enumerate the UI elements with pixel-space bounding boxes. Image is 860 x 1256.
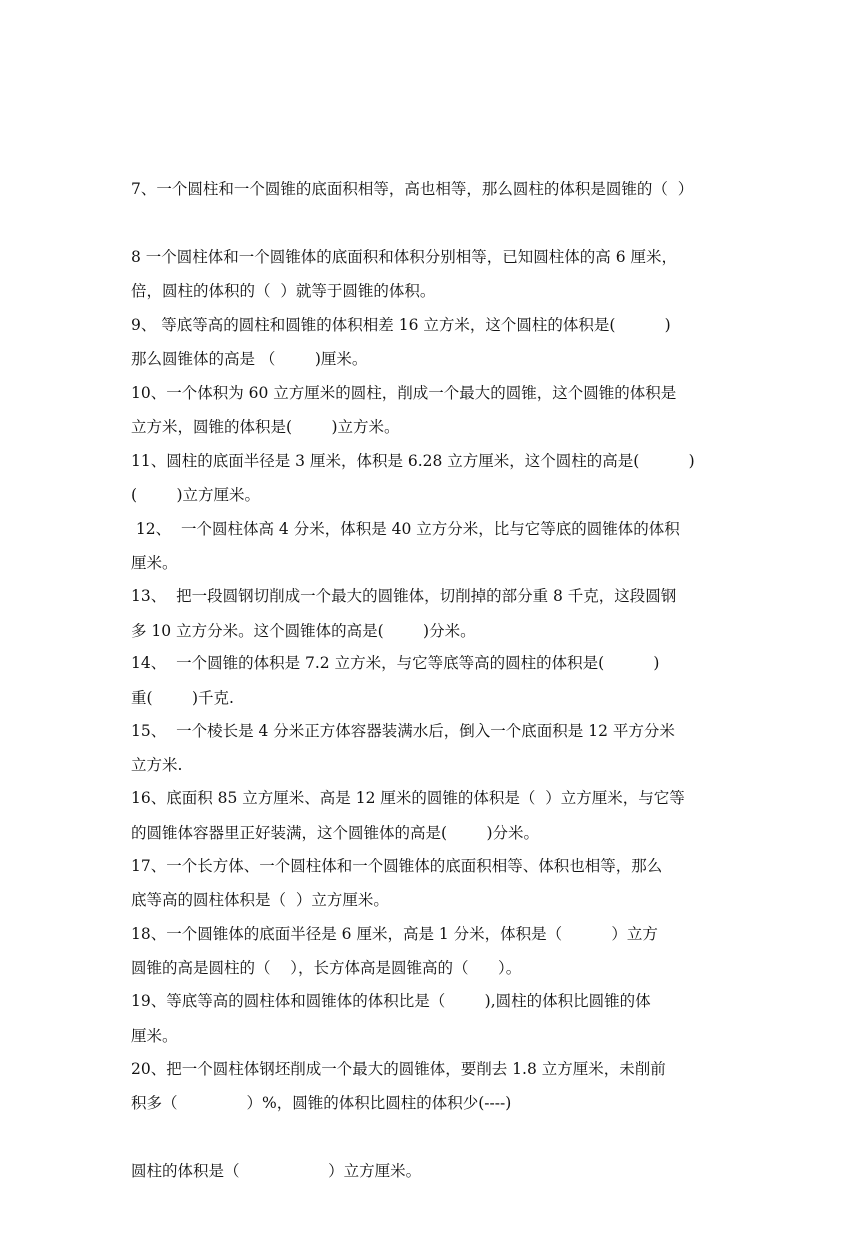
question-13-line-1: 13、 把一段圆钢切削成一个最大的圆锥体，切削掉的部分重 8 千克，这段圆钢	[131, 587, 677, 605]
question-11-line-1: 11、圆柱的底面半径是 3 厘米，体积是 6.28 立方厘米，这个圆柱的高是( )	[131, 452, 695, 470]
question-13-line-2: 重( )千克.	[131, 689, 234, 707]
question-10-line-2: ( )立方厘米。	[131, 486, 261, 504]
question-19-line-2: 积多（ ）%，圆锥的体积比圆柱的体积少(----)	[131, 1094, 512, 1112]
question-15-line-2: 的圆锥体容器里正好装满，这个圆锥体的高是( )分米。	[131, 824, 540, 842]
question-11-line-2: 厘米。	[131, 554, 178, 572]
question-12-line-1: 12、 一个圆柱体高 4 分米，体积是 40 立方分米，比与它等底的圆锥体的体积	[131, 520, 680, 538]
question-18-line-1: 18、一个圆锥体的底面半径是 6 厘米，高是 1 分米，体积是（ ）立方	[131, 925, 658, 943]
question-20-line-1: 20、把一个圆柱体钢坯削成一个最大的圆锥体，要削去 1.8 立方厘米，未削前	[131, 1060, 666, 1078]
question-7-line-1: 7、一个圆柱和一个圆锥的底面积相等，高也相等，那么圆柱的体积是圆锥的（ ）	[131, 180, 694, 198]
question-7-line-2: 倍，圆柱的体积的（ ）就等于圆锥的体积。	[131, 282, 436, 300]
question-17-line-2: 圆锥的高是圆柱的（ ），长方体高是圆锥高的（ ）。	[131, 959, 522, 977]
question-19-line-1: 19、等底等高的圆柱体和圆锥体的体积比是（ ),圆柱的体积比圆锥的体	[131, 992, 651, 1010]
question-15-line-1: 15、 一个棱长是 4 分米正方体容器装满水后，倒入一个底面积是 12 平方分米	[131, 722, 675, 740]
question-20	[131, 984, 736, 1256]
question-14-line-2: 立方米.	[131, 756, 183, 774]
question-16-line-1: 16、底面积 85 立方厘米、高是 12 厘米的圆锥的体积是（ ）立方厘米，与它等	[131, 789, 685, 807]
question-10-line-1: 10、一个体积为 60 立方厘米的圆柱，削成一个最大的圆锥，这个圆锥的体积是	[131, 384, 677, 402]
question-8-line-1: 8 一个圆柱体和一个圆锥体的底面积和体积分别相等，已知圆柱体的高 6 厘米，	[131, 248, 678, 266]
question-12-line-2: 多 10 立方分米。这个圆锥体的高是( )分米。	[131, 622, 476, 640]
question-9-line-1: 9、 等底等高的圆柱和圆锥的体积相差 16 立方米，这个圆柱的体积是( )	[131, 316, 671, 334]
question-9-line-2: 立方米，圆锥的体积是( )立方米。	[131, 418, 400, 436]
question-8-line-2: 那么圆锥体的高是 （ )厘米。	[131, 350, 368, 368]
question-17-line-1: 17、一个长方体、一个圆柱体和一个圆锥体的底面积相等、体积也相等，那么	[131, 857, 663, 875]
question-14-line-1: 14、 一个圆锥的体积是 7.2 立方米，与它等底等高的圆柱的体积是( )	[131, 654, 660, 672]
question-16-line-2: 底等高的圆柱体积是（ ）立方厘米。	[131, 891, 389, 909]
question-18-line-2: 厘米。	[131, 1027, 178, 1045]
question-20-line-2: 圆柱的体积是（ ）立方厘米。	[131, 1162, 422, 1180]
